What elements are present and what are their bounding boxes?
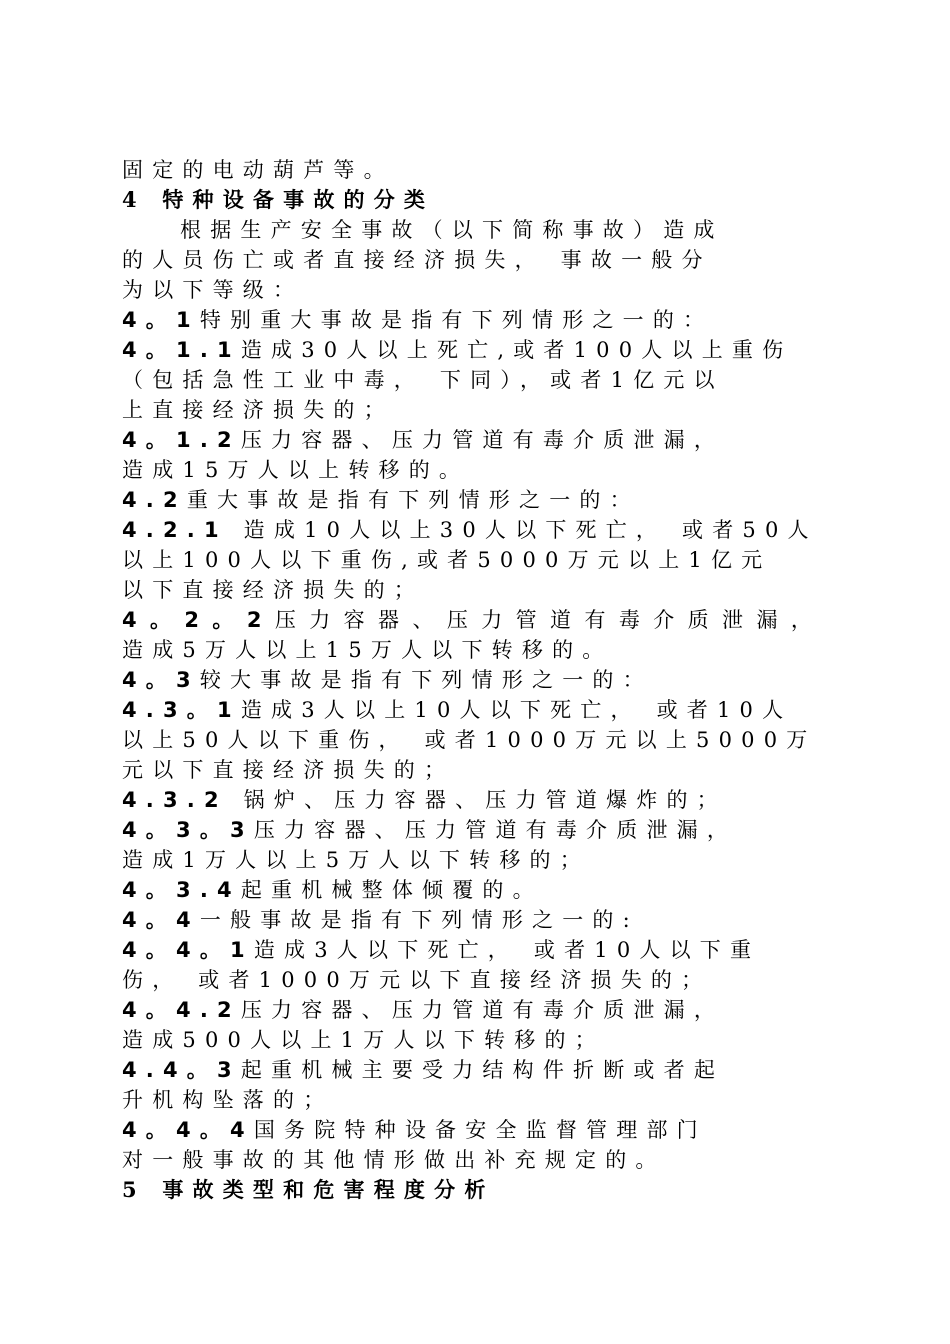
clause-4-3-3: 4。3。3压力容器、压力管道有毒介质泄漏， <box>122 818 738 842</box>
section-heading-5: 5 事故类型和危害程度分析 <box>122 1177 495 1202</box>
text-line: 为以下等级： <box>122 278 304 302</box>
text-line: 造成15万人以上转移的。 <box>122 458 470 482</box>
text-line: 上直接经济损失的； <box>122 398 394 422</box>
clause-4-2-2: 4。2。2压力容器、压力管道有毒介质泄漏， <box>122 608 826 632</box>
clause-4-3-2: 4.3.2 锅炉、压力容器、压力管道爆炸的； <box>122 788 727 812</box>
text-line: 造成1万人以上5万人以下转移的； <box>122 848 590 872</box>
text-line: 以上50人以下重伤， 或者1000万元以上5000万 <box>122 728 817 752</box>
clause-4-4-2: 4。4.2压力容器、压力管道有毒介质泄漏， <box>122 998 725 1022</box>
clause-4-4-3: 4.4。3起重机械主要受力结构件折断或者起 <box>122 1058 725 1082</box>
text-line: 以上100人以下重伤,或者5000万元以上1亿元 <box>122 548 772 572</box>
text-line: 造成5万人以上15万人以下转移的。 <box>122 638 613 662</box>
clause-4-3: 4。3较大事故是指有下列情形之一的： <box>122 668 653 692</box>
clause-4-1: 4。1特别重大事故是指有下列情形之一的： <box>122 308 714 332</box>
clause-4-4: 4。4一般事故是指有下列情形之一的: <box>122 908 639 932</box>
clause-4-2: 4.2重大事故是指有下列情形之一的： <box>122 488 640 512</box>
clause-4-4-1: 4。4。1造成3人以下死亡， 或者10人以下重 <box>122 938 761 962</box>
text-line: 造成500人以上1万人以下转移的； <box>122 1028 605 1052</box>
clause-4-1-2: 4。1.2压力容器、压力管道有毒介质泄漏， <box>122 428 725 452</box>
text-line: 的人员伤亡或者直接经济损失， 事故一般分 <box>122 248 712 272</box>
clause-4-3-1: 4.3。1造成3人以上10人以下死亡， 或者10人 <box>122 698 793 722</box>
clause-4-3-4: 4。3.4起重机械整体倾覆的。 <box>122 878 543 902</box>
text-line: 升机构坠落的； <box>122 1088 334 1112</box>
text-line: 固定的电动葫芦等。 <box>122 158 394 182</box>
text-line: 对一般事故的其他情形做出补充规定的。 <box>122 1148 666 1172</box>
text-line: 以下直接经济损失的； <box>122 578 424 602</box>
section-heading-4: 4 特种设备事故的分类 <box>122 187 435 212</box>
clause-4-4-4: 4。4。4国务院特种设备安全监督管理部门 <box>122 1118 707 1142</box>
clause-4-2-1: 4.2.1 造成10人以上30人以下死亡， 或者50人 <box>122 518 818 542</box>
text-line: 伤， 或者1000万元以下直接经济损失的； <box>122 968 712 992</box>
clause-4-1-1: 4。1.1造成30人以上死亡,或者100人以上重伤 <box>122 338 793 362</box>
text-line: （包括急性工业中毒， 下同），或者1亿元以 <box>122 368 724 392</box>
text-line: 元以下直接经济损失的； <box>122 758 455 782</box>
text-line: 根据生产安全事故（以下简称事故）造成 <box>180 218 724 242</box>
